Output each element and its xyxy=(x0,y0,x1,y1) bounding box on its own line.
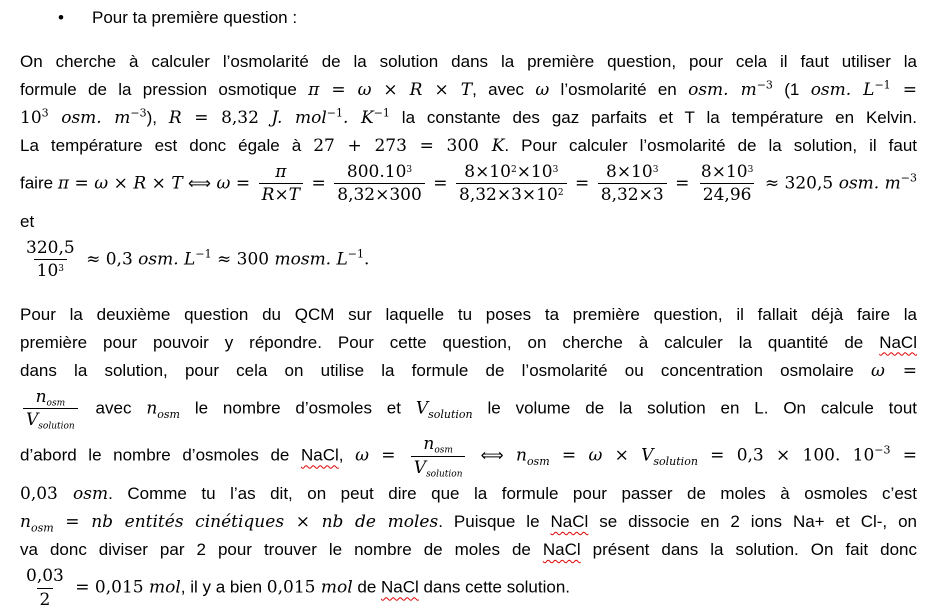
text-line xyxy=(20,76,917,104)
text-run: , xyxy=(338,445,356,465)
text-run: Pour la deuxième question du QCM sur laquelle tu poses ta première question, il fallait déjà faire la xyxy=(20,304,917,324)
double-arrow-symbol: ⟺ xyxy=(480,445,504,465)
text-run: On cherche à calculer l’osmolarité de la solution dans la première question, pour cela il faut utiliser la xyxy=(20,52,917,71)
text-run: , avec xyxy=(472,80,536,99)
math-run: = 0,3 × 100. 10 xyxy=(697,445,875,466)
text-run: le nombre d’osmoles et xyxy=(179,397,416,417)
math-run: 320,5 xyxy=(26,237,75,258)
math-run: osm. m xyxy=(48,108,131,128)
math-run: R xyxy=(168,108,182,128)
fraction-numerator xyxy=(420,434,456,455)
math-run: ω xyxy=(871,360,885,381)
math-run: = 8,32 xyxy=(181,108,272,128)
math-run: = 0,015 xyxy=(69,577,149,598)
paragraph-osmolarity-calculation xyxy=(20,48,917,284)
math-run: = xyxy=(569,173,595,194)
fraction-numerator xyxy=(344,162,415,183)
math-run: = xyxy=(890,80,917,100)
math-run: ×10 xyxy=(516,162,553,182)
subscript: osm xyxy=(30,521,54,535)
fraction-numerator xyxy=(33,387,69,408)
subscript: osm xyxy=(157,407,180,421)
subscript: solution xyxy=(426,469,463,480)
text-line xyxy=(20,508,917,536)
misspelled-word: NaCl xyxy=(381,577,419,597)
math-run: mol xyxy=(320,577,353,598)
math-run: n xyxy=(146,397,158,418)
superscript: 3 xyxy=(652,164,659,175)
superscript: −3 xyxy=(874,444,891,458)
text-run: dans la solution, pour cela on utilise la formule de l’osmolarité ou concentration osmolaire xyxy=(20,360,872,380)
math-run: n xyxy=(20,512,31,533)
fraction-denominator xyxy=(598,183,667,205)
math-run: V xyxy=(413,457,427,478)
text-run: et xyxy=(20,211,35,231)
math-run: mol xyxy=(148,577,181,598)
superscript: −1 xyxy=(347,247,364,261)
math-run: = xyxy=(884,360,917,381)
fraction xyxy=(598,162,667,206)
superscript: −3 xyxy=(130,106,147,120)
superscript: −1 xyxy=(195,247,212,261)
fraction-denominator xyxy=(37,588,54,610)
math-run: ≈ 320,5 xyxy=(759,173,839,194)
fraction-denominator xyxy=(334,183,425,205)
fraction xyxy=(23,387,78,431)
math-run: 10 xyxy=(20,108,42,128)
bullet-marker-icon: • xyxy=(58,8,64,27)
superscript: −3 xyxy=(900,171,918,185)
math-run: ≈ 300 xyxy=(211,249,275,270)
text-run: première pour pouvoir y répondre. Pour cette question, on cherche à calculer la quantité de xyxy=(20,332,880,352)
math-run: × xyxy=(295,512,322,533)
document-body xyxy=(20,48,917,612)
math-run: = xyxy=(427,173,454,194)
math-run: osm. L xyxy=(810,80,875,100)
fraction-numerator xyxy=(461,162,561,183)
math-run: osm. m xyxy=(688,80,757,100)
fraction xyxy=(456,162,567,206)
text-line xyxy=(20,329,917,357)
math-run: osm. L xyxy=(138,249,196,270)
fraction xyxy=(334,162,425,206)
math-run: = xyxy=(890,445,918,466)
superscript: 3 xyxy=(552,164,559,175)
text-line xyxy=(20,301,917,329)
superscript: 3 xyxy=(747,164,754,175)
text-run: l’osmolarité en xyxy=(549,80,689,99)
math-run: π = ω × R × T xyxy=(57,173,189,194)
text-run: La température est donc égale à xyxy=(20,136,314,155)
fraction-numerator xyxy=(23,566,67,587)
math-run: π = ω × R × T xyxy=(308,80,473,100)
math-run: 10 xyxy=(36,261,59,282)
math-run: = xyxy=(306,173,332,194)
subscript: osm xyxy=(434,445,453,456)
text-run: de xyxy=(352,577,382,597)
fraction-denominator xyxy=(700,183,755,205)
math-run: V xyxy=(415,397,429,418)
math-run: 0,015 xyxy=(266,577,321,598)
text-run: formule de la pression osmotique xyxy=(20,80,309,99)
subscript: solution xyxy=(38,421,75,432)
text-run: va donc diviser par 2 pour trouver le nombre de moles de xyxy=(20,540,543,560)
fraction xyxy=(23,238,78,282)
math-run: 0,03 xyxy=(26,566,64,587)
fraction-denominator xyxy=(411,456,466,478)
bullet-item-text: Pour ta première question : xyxy=(92,8,298,27)
superscript: 2 xyxy=(510,164,517,175)
superscript: −3 xyxy=(756,78,773,92)
math-run: n xyxy=(35,386,47,407)
subscript: solution xyxy=(653,455,698,469)
math-run: 800.10 xyxy=(346,162,407,182)
math-run: 24,96 xyxy=(702,185,752,206)
text-run: avec xyxy=(80,397,147,417)
text-line xyxy=(20,236,917,284)
superscript: 3 xyxy=(406,164,413,175)
text-line xyxy=(20,536,917,564)
math-run: 0,03 xyxy=(20,484,74,505)
misspelled-word: NaCl xyxy=(879,332,917,352)
math-run: 8,32×3×10 xyxy=(459,185,558,206)
text-run: . Puisque le xyxy=(438,512,551,532)
fraction xyxy=(23,566,67,610)
math-run: . xyxy=(364,249,370,270)
math-run: nb entités cinétiques xyxy=(91,512,296,533)
math-run: ω xyxy=(211,173,231,194)
math-run: nb de moles xyxy=(321,512,439,533)
text-line xyxy=(20,480,917,508)
math-run: ω xyxy=(588,445,603,466)
superscript: −1 xyxy=(874,78,891,92)
math-run: 27 + 273 = 300 xyxy=(313,136,492,156)
text-line xyxy=(20,385,917,433)
fraction-denominator xyxy=(259,183,303,205)
text-line xyxy=(20,104,917,132)
fraction-numerator xyxy=(23,238,78,259)
text-run: . Comme tu l’as dit, on peut dire que la formule pour passer de moles à osmoles c’est xyxy=(108,484,917,504)
subscript: osm xyxy=(526,455,550,469)
math-run: 8×10 xyxy=(464,162,511,182)
text-run: la constante des gaz parfaits et T la température en Kelvin. xyxy=(389,108,917,127)
superscript: −1 xyxy=(326,106,343,120)
superscript: 3 xyxy=(58,264,65,275)
fraction-numerator xyxy=(603,162,661,183)
math-run: = xyxy=(53,512,92,533)
text-run: d’abord le nombre d’osmoles de xyxy=(20,445,301,465)
math-run: ≈ 0,3 xyxy=(80,249,139,270)
math-run: 8,32×3 xyxy=(600,185,664,206)
fraction-denominator xyxy=(23,408,78,430)
text-run: le volume de la solution en L. On calcule tout xyxy=(472,397,917,417)
bullet-list-item xyxy=(20,4,917,31)
text-line xyxy=(20,357,917,385)
subscript: osm xyxy=(46,398,66,409)
paragraph-nacl-quantity xyxy=(20,301,917,612)
math-run: = xyxy=(549,445,589,466)
math-run: 2 xyxy=(39,589,51,610)
math-run: × xyxy=(602,445,642,466)
fraction xyxy=(411,434,466,478)
fraction-denominator xyxy=(34,259,67,281)
math-run: 8,32×300 xyxy=(337,185,422,206)
math-run: 8×10 xyxy=(606,162,653,182)
text-run: se dissocie en 2 ions Na+ et Cl-, on xyxy=(588,512,917,532)
superscript: −1 xyxy=(373,106,390,120)
math-run: π xyxy=(275,162,287,182)
text-run: . Pour calculer l’osmolarité de la solution, il faut xyxy=(504,136,918,155)
text-run: , il y a bien xyxy=(180,577,267,597)
math-run: osm xyxy=(73,484,109,505)
misspelled-word: NaCl xyxy=(542,540,581,560)
text-line xyxy=(20,48,917,76)
text-line xyxy=(20,432,917,480)
fraction xyxy=(698,162,756,206)
math-run xyxy=(468,446,480,466)
math-run: mosm. L xyxy=(274,249,348,270)
math-run: osm. m xyxy=(838,173,901,194)
math-run: ω xyxy=(355,445,369,466)
math-run: = xyxy=(669,173,695,194)
text-run: dans cette solution. xyxy=(418,577,571,597)
math-run: J. mol xyxy=(271,108,327,128)
subscript: solution xyxy=(428,407,473,421)
text-line xyxy=(20,564,917,612)
math-run: ω xyxy=(535,80,550,100)
misspelled-word: NaCl xyxy=(550,512,589,532)
math-run: = xyxy=(230,173,256,194)
math-run: V xyxy=(26,409,39,430)
math-run: n xyxy=(503,445,527,466)
fraction-numerator xyxy=(272,162,289,183)
math-run: 8×10 xyxy=(700,162,748,182)
math-run: V xyxy=(641,445,654,466)
fraction-denominator xyxy=(456,183,567,205)
text-line xyxy=(20,160,917,236)
misspelled-word: NaCl xyxy=(300,445,339,465)
superscript: 3 xyxy=(41,106,49,120)
text-run: ), xyxy=(146,108,169,127)
math-run: n xyxy=(423,434,435,455)
math-run: . K xyxy=(343,108,374,128)
text-run: (1 xyxy=(772,80,811,99)
text-line xyxy=(20,132,917,160)
math-run: R×T xyxy=(261,185,301,206)
fraction-numerator xyxy=(698,162,756,183)
text-run: faire xyxy=(20,173,58,193)
fraction xyxy=(259,162,303,206)
superscript: 2 xyxy=(557,188,564,199)
math-run: = xyxy=(368,445,408,466)
text-run: présent dans la solution. On fait donc xyxy=(580,540,917,560)
math-run: K xyxy=(491,136,505,156)
double-arrow-symbol: ⟺ xyxy=(188,173,212,193)
